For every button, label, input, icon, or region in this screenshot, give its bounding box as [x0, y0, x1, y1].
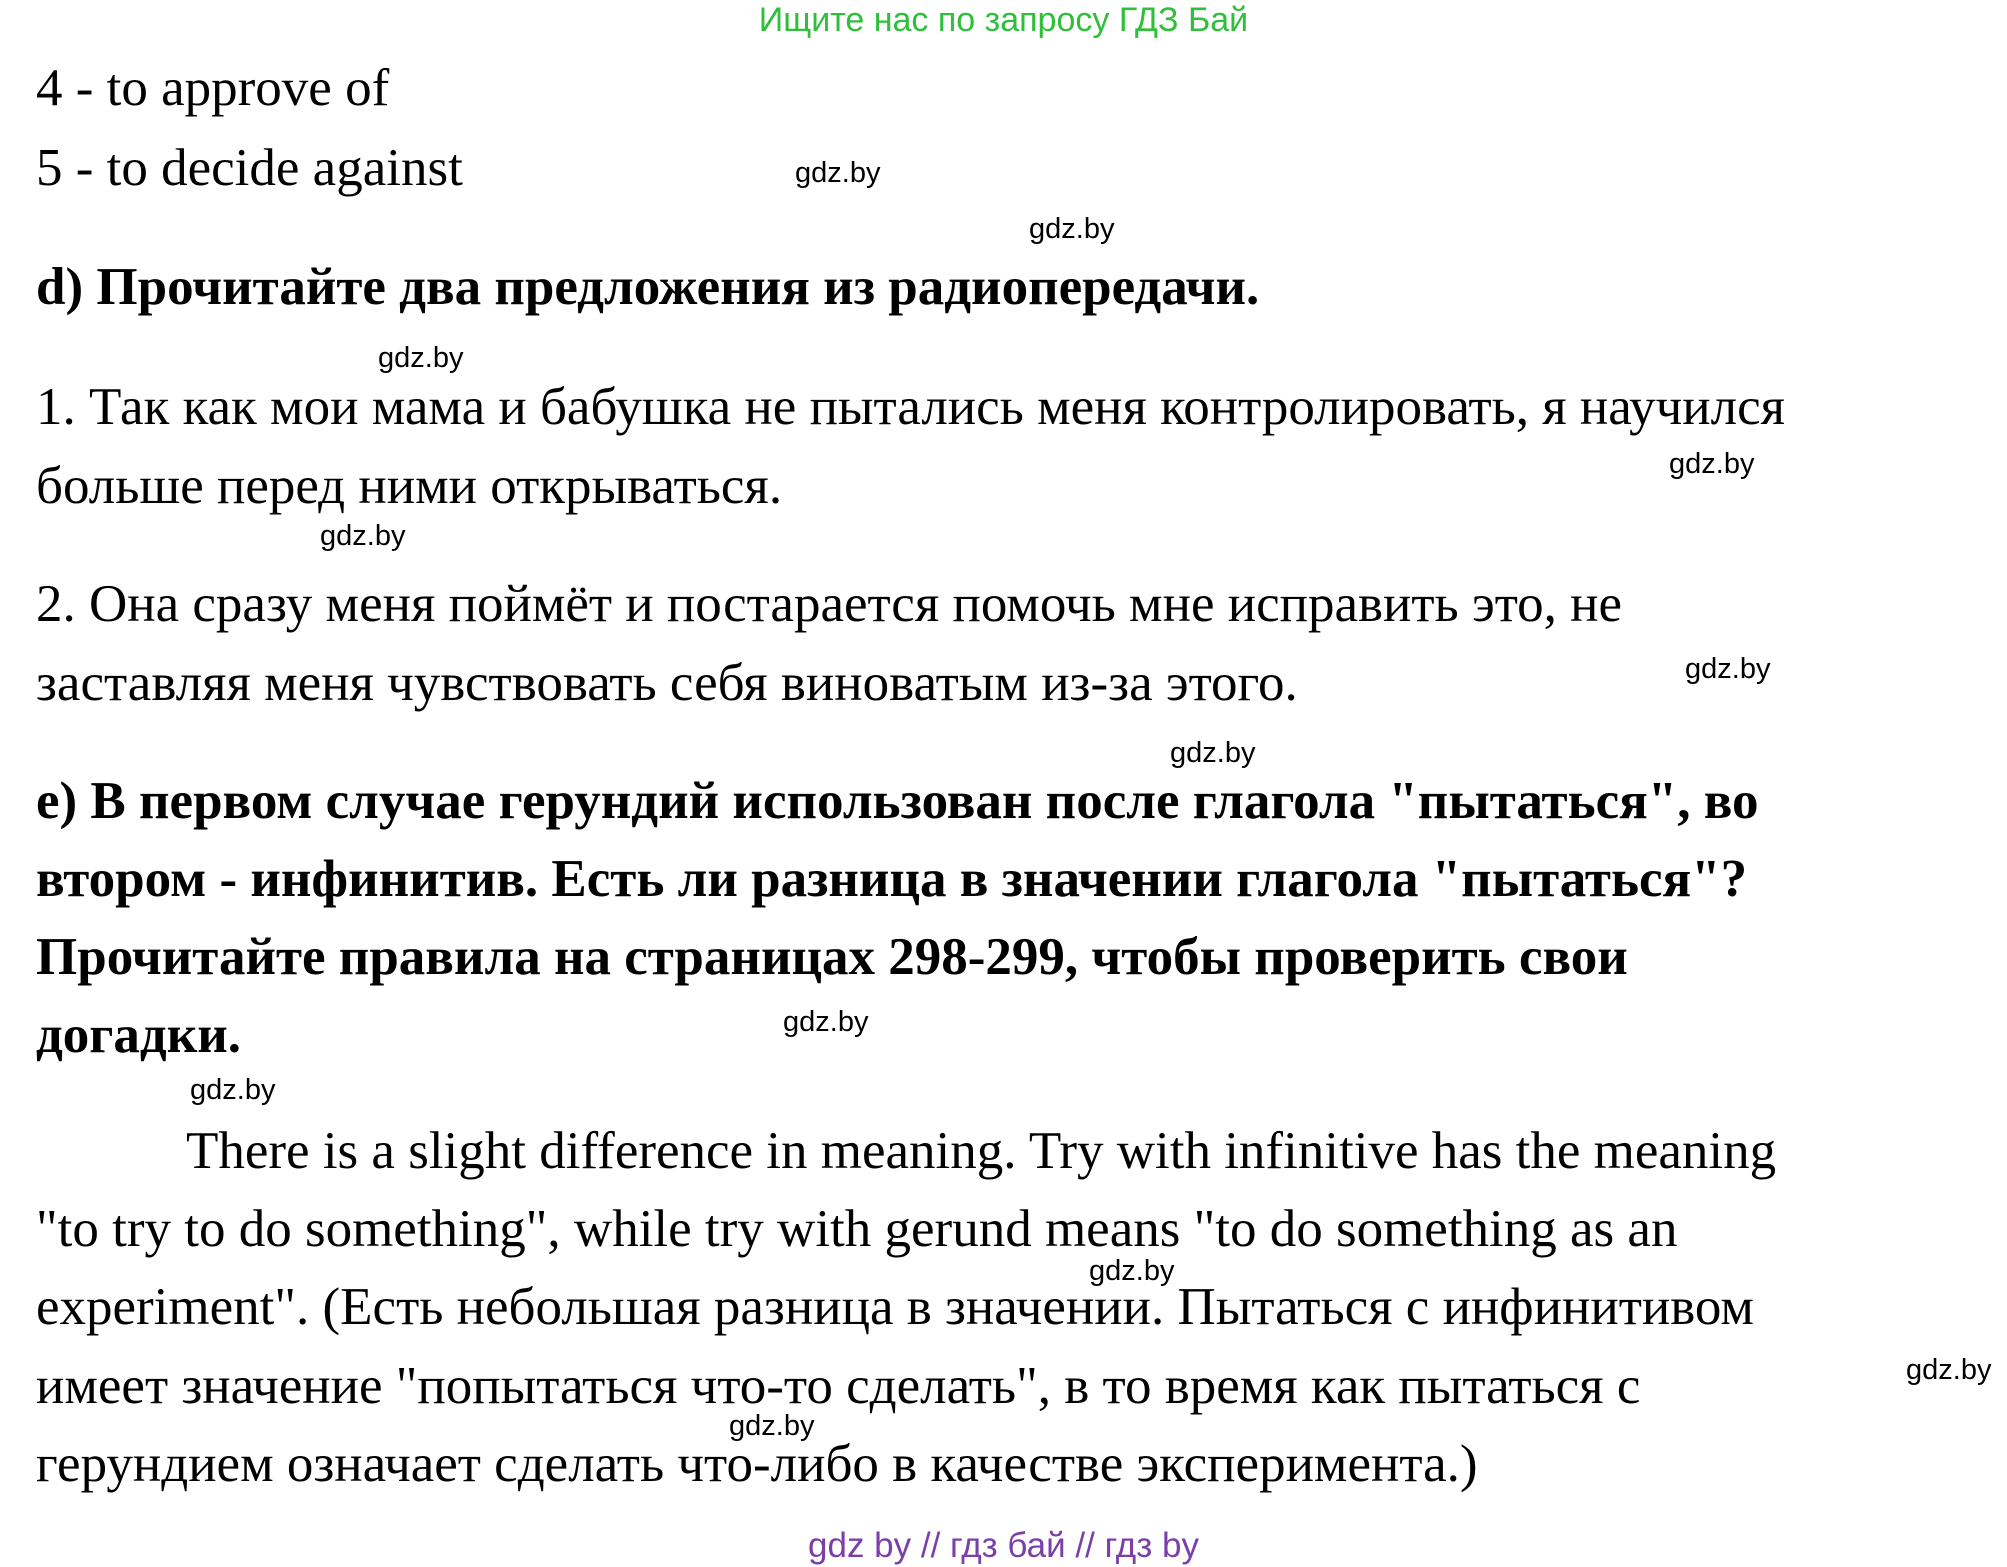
top-banner-text: Ищите нас по запросу ГДЗ Бай	[758, 1, 1249, 39]
task-e-line-2: втором - инфинитив. Есть ли разница в значении глагола "пытаться"?	[36, 850, 1748, 908]
watermark: gdz.by	[1906, 1354, 1992, 1386]
watermark: gdz.by	[783, 1006, 869, 1038]
sentence-2-line-1: 2. Она сразу меня поймёт и постарается помочь мне исправить это, не	[36, 575, 1623, 633]
task-e-line-4: догадки.	[36, 1006, 242, 1064]
sentence-1-line-1: 1. Так как мои мама и бабушка не пытались меня контролировать, я научился	[36, 378, 1785, 436]
answer-line-2: "to try to do something", while try with gerund means "to do something as an	[36, 1200, 1678, 1258]
watermark: gdz.by	[729, 1410, 815, 1442]
footer-links-text: gdz by // гдз бай // гдз by	[808, 1526, 1199, 1565]
watermark: gdz.by	[1089, 1255, 1175, 1287]
watermark: gdz.by	[378, 342, 464, 374]
watermark: gdz.by	[1029, 213, 1115, 245]
watermark: gdz.by	[1685, 653, 1771, 685]
sentence-1-line-2: больше перед ними открываться.	[36, 457, 783, 515]
sentence-2-line-2: заставляя меня чувствовать себя виноватым из-за этого.	[36, 654, 1298, 712]
task-d-heading: d) Прочитайте два предложения из радиопередачи.	[36, 258, 1260, 316]
task-e-line-3: Прочитайте правила на страницах 298-299, чтобы проверить свои	[36, 928, 1628, 986]
task-e-line-1: e) В первом случае герундий использован после глагола "пытаться", во	[36, 772, 1759, 830]
watermark: gdz.by	[1170, 737, 1256, 769]
watermark: gdz.by	[795, 157, 881, 189]
list-item-5: 5 - to decide against	[36, 139, 463, 197]
answer-line-1: There is a slight difference in meaning. Try with infinitive has the meaning	[186, 1122, 1777, 1180]
watermark: gdz.by	[320, 520, 406, 552]
watermark: gdz.by	[190, 1074, 276, 1106]
answer-line-4: имеет значение "попытаться что-то сделать", в то время как пытаться с	[36, 1357, 1641, 1415]
watermark: gdz.by	[1669, 448, 1755, 480]
list-item-4: 4 - to approve of	[36, 59, 390, 117]
answer-line-5: герундием означает сделать что-либо в качестве эксперимента.)	[36, 1435, 1478, 1493]
answer-line-3: experiment". (Есть небольшая разница в значении. Пытаться с инфинитивом	[36, 1278, 1754, 1336]
